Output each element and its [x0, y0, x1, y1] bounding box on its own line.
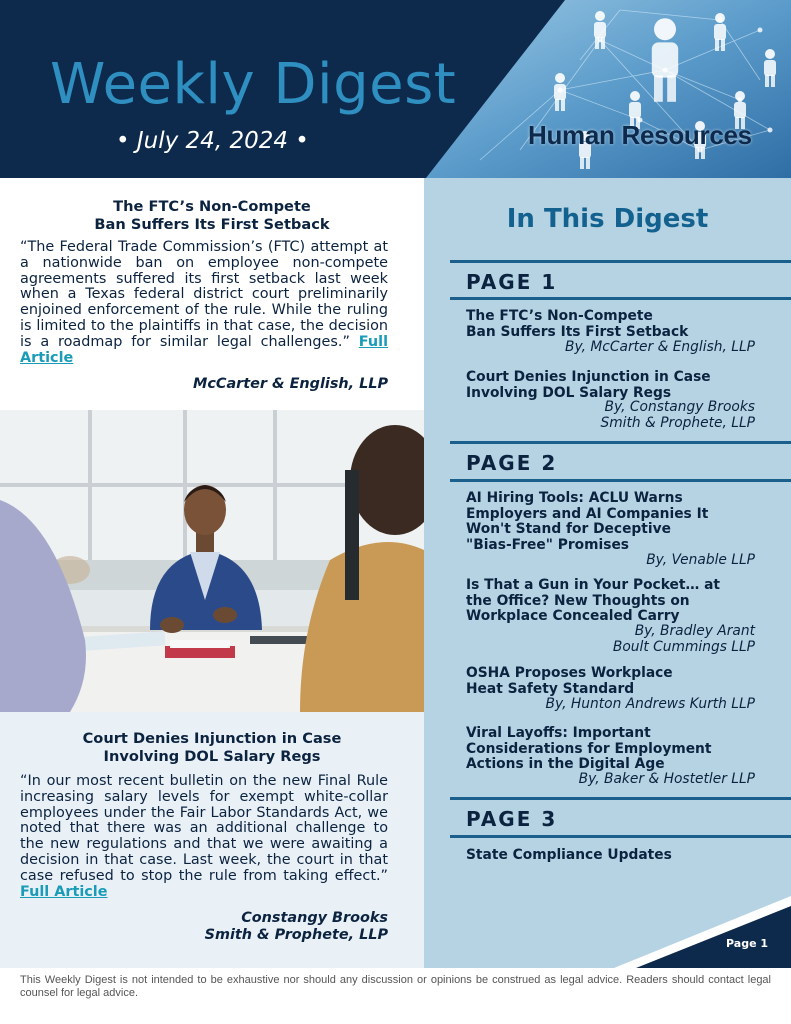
section-label: Human Resources	[528, 120, 752, 150]
legal-disclaimer: This Weekly Digest is not intended to be exhaustive nor should any discussion or opinions be construed as legal advice. Readers should contact legal counsel for legal advice.	[20, 974, 771, 999]
digest-date: • July 24, 2024 •	[116, 128, 309, 154]
table-of-contents-sidebar	[424, 178, 791, 968]
toc-item-byline: By, Constangy Brooks Smith & Prophete, LLP	[600, 399, 755, 431]
office-meeting-photo	[0, 410, 424, 712]
article-1-full-article-link[interactable]: Full Article	[20, 333, 389, 366]
toc-item-byline: By, Hunton Andrews Kurth LLP	[545, 696, 755, 712]
header-banner	[0, 0, 791, 178]
toc-item-ftc-noncompete[interactable]: The FTC’s Non-Compete Ban Suffers Its First Setback	[466, 308, 689, 340]
article-2-title: Court Denies Injunction in Case Involving DOL Salary Regs	[82, 730, 342, 765]
toc-item-viral-layoffs[interactable]: Viral Layoffs: Important Considerations for Employment Actions in the Digital Age	[466, 725, 712, 773]
sidebar-title: In This Digest	[506, 204, 709, 234]
toc-item-ai-hiring[interactable]: AI Hiring Tools: ACLU Warns Employers and AI Companies It Won't Stand for Deceptive "Bias-Free" Promises	[466, 490, 709, 553]
digest-title: Weekly Digest	[50, 52, 457, 117]
toc-item-concealed-carry[interactable]: Is That a Gun in Your Pocket… at the Office? New Thoughts on Workplace Concealed Carry	[466, 577, 720, 625]
toc-item-byline: By, Venable LLP	[646, 552, 755, 568]
toc-item-byline: By, Bradley Arant Boult Cummings LLP	[612, 623, 755, 655]
article-1-body: “The Federal Trade Commission’s (FTC) attempt at a nationwide ban on employee non-compete agreements suffered its first setback last week when a Texas federal district court preliminarily enjoined enforcement of the rule. While the ruling is limited to the plaintiffs in that case, the decision is a roadmap for similar legal challenges.” Full Article	[20, 239, 389, 366]
corner-decoration	[424, 178, 791, 968]
page-2-heading: PAGE 2	[466, 451, 558, 475]
page-number: Page 1	[726, 937, 769, 950]
toc-item-byline: By, McCarter & English, LLP	[565, 339, 755, 355]
toc-item-osha-heat[interactable]: OSHA Proposes Workplace Heat Safety Standard	[466, 665, 673, 697]
article-1-panel	[0, 178, 424, 410]
page-3-heading: PAGE 3	[466, 807, 558, 831]
article-1-title: The FTC’s Non-Compete Ban Suffers Its First Setback	[94, 198, 330, 233]
toc-item-dol-salary[interactable]: Court Denies Injunction in Case Involving DOL Salary Regs	[466, 369, 711, 401]
page-1-heading: PAGE 1	[466, 270, 558, 294]
article-2-full-article-link[interactable]: Full Article	[20, 883, 108, 900]
article-2-body: “In our most recent bulletin on the new Final Rule increasing salary levels for exempt white-collar employees under the Fair Labor Standards Act, we noted that there was an additional challenge to the new regulations and that we were awaiting a decision in that case. Last week, the court in that case refused to stop the rule from taking effect.” Full Article	[20, 773, 388, 900]
toc-item-state-compliance[interactable]: State Compliance Updates	[466, 847, 672, 863]
article-2-byline: Constangy Brooks Smith & Prophete, LLP	[204, 910, 388, 943]
toc-item-byline: By, Baker & Hostetler LLP	[578, 771, 755, 787]
article-1-byline: McCarter & English, LLP	[193, 376, 388, 392]
article-2-panel	[0, 712, 424, 968]
